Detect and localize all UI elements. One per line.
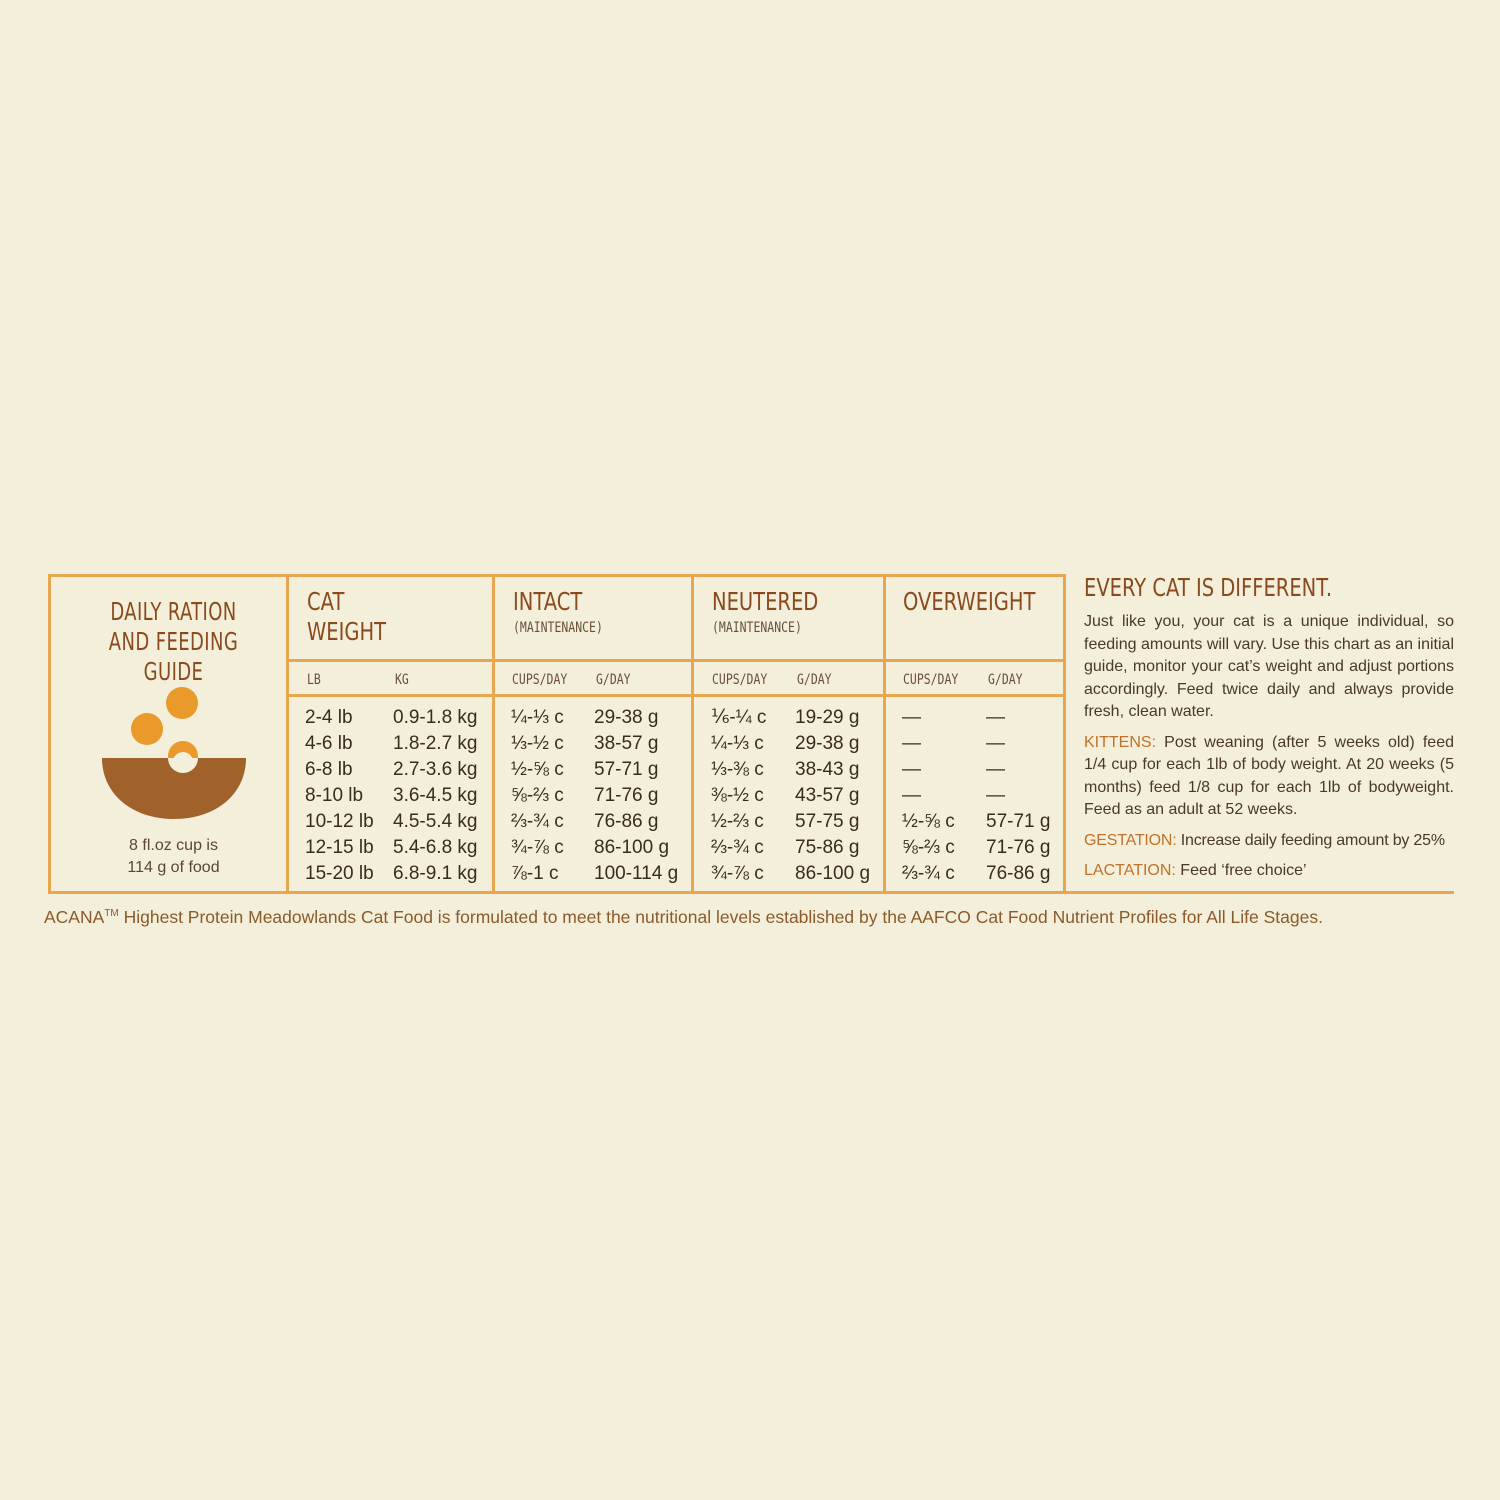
- table-cell: —: [902, 759, 921, 780]
- guide-title-line: AND FEEDING GUIDE: [108, 627, 239, 686]
- trademark-mark: TM: [104, 908, 119, 919]
- table-row: [51, 809, 1063, 835]
- table-cell: ⅙-¼ c: [711, 707, 767, 728]
- table-cell: ⅜-½ c: [711, 785, 764, 806]
- aafco-statement: [44, 902, 1464, 929]
- column-label-kg: KG: [395, 672, 409, 688]
- table-cell: 76-86 g: [986, 863, 1051, 884]
- table-cell: ½-⅝ c: [511, 759, 564, 780]
- guide-title: [61, 597, 286, 687]
- column-label-overweight-cups: CUPS/DAY: [903, 672, 959, 688]
- table-cell: —: [986, 759, 1005, 780]
- table-cell: —: [902, 707, 921, 728]
- table-cell: ¼-⅓ c: [511, 707, 564, 728]
- gestation-text: Increase daily feeding amount by 25%: [1176, 831, 1445, 849]
- table-cell: —: [986, 733, 1005, 754]
- table-cell: 8-10 lb: [305, 785, 364, 806]
- table-row: [51, 757, 1063, 783]
- table-cell: 71-76 g: [594, 785, 659, 806]
- table-cell: 1.8-2.7 kg: [393, 733, 478, 754]
- column-label-intact-cups: CUPS/DAY: [512, 672, 568, 688]
- notes-kittens: [1084, 732, 1454, 822]
- notes-lactation: [1084, 860, 1454, 883]
- table-cell: 6.8-9.1 kg: [393, 863, 478, 884]
- section-heading-line: WEIGHT: [307, 617, 387, 646]
- table-cell: —: [986, 707, 1005, 728]
- table-cell: 86-100 g: [594, 837, 670, 858]
- divider: [289, 694, 1063, 697]
- table-cell: 4.5-5.4 kg: [393, 811, 478, 832]
- section-heading-overweight: OVERWEIGHT: [903, 587, 1036, 616]
- table-cell: 76-86 g: [594, 811, 659, 832]
- table-cell: ¾-⅞ c: [711, 863, 764, 884]
- table-cell: 4-6 lb: [305, 733, 353, 754]
- table-cell: ⅔-¾ c: [902, 863, 955, 884]
- table-cell: 19-29 g: [795, 707, 860, 728]
- table-cell: 0.9-1.8 kg: [393, 707, 478, 728]
- table-row: [51, 861, 1063, 887]
- table-cell: 2-4 lb: [305, 707, 353, 728]
- table-cell: ½-⅝ c: [902, 811, 955, 832]
- divider: [1066, 891, 1454, 894]
- table-cell: ⅝-⅔ c: [511, 785, 564, 806]
- table-cell: 38-57 g: [594, 733, 659, 754]
- table-cell: 6-8 lb: [305, 759, 353, 780]
- column-label-overweight-grams: G/DAY: [988, 672, 1023, 688]
- guide-title-line: DAILY RATION: [110, 597, 237, 626]
- lactation-label: LACTATION:: [1084, 862, 1176, 879]
- section-heading-cat-weight: [307, 587, 386, 647]
- divider: [289, 659, 1063, 662]
- notes-title: EVERY CAT IS DIFFERENT.: [1084, 573, 1333, 602]
- feeding-notes: [1084, 573, 1454, 883]
- feeding-guide-table: [48, 574, 1066, 894]
- table-cell: ¼-⅓ c: [711, 733, 764, 754]
- brand-name: ACANA: [44, 907, 105, 927]
- table-cell: 3.6-4.5 kg: [393, 785, 478, 806]
- kittens-text: Post weaning (after 5 weeks old) feed 1/4 cup for each 1lb of body weight. At 20 weeks (5 months) feed 1/8 cup for each 1lb of bodyweight. Feed as an adult at 52 weeks.: [1084, 733, 1454, 818]
- table-cell: 2.7-3.6 kg: [393, 759, 478, 780]
- section-heading-neutered: NEUTERED: [712, 587, 819, 616]
- table-cell: ⅞-1 c: [511, 863, 559, 884]
- cup-note-line: 8 fl.oz cup is: [129, 837, 218, 854]
- table-cell: ¾-⅞ c: [511, 837, 564, 858]
- table-cell: ⅔-¾ c: [511, 811, 564, 832]
- notes-gestation: [1084, 830, 1454, 853]
- notes-intro: Just like you, your cat is a unique individual, so feeding amounts will vary. Use this chart as an initial guide, monitor your cat’s weight and adjust portions accordingly. Feed twice daily and always provide fresh, clean water.: [1084, 613, 1454, 720]
- table-cell: —: [902, 733, 921, 754]
- table-cell: 100-114 g: [594, 863, 679, 884]
- aafco-statement-text: Highest Protein Meadowlands Cat Food is formulated to meet the nutritional levels established by the AAFCO Cat Food Nutrient Profiles for All Life Stages.: [118, 907, 1323, 927]
- table-cell: 12-15 lb: [305, 837, 374, 858]
- table-cell: ⅓-½ c: [511, 733, 564, 754]
- section-heading-line: CAT: [307, 587, 345, 616]
- table-row: [51, 835, 1063, 861]
- column-label-lb: LB: [307, 672, 321, 688]
- section-subheading-intact: (MAINTENANCE): [513, 620, 603, 636]
- gestation-label: GESTATION:: [1084, 831, 1177, 849]
- lactation-text: Feed ‘free choice’: [1175, 862, 1307, 879]
- cup-note-line: 114 g of food: [127, 859, 220, 876]
- table-cell: 57-71 g: [986, 811, 1051, 832]
- section-subheading-neutered: (MAINTENANCE): [712, 620, 802, 636]
- table-cell: 43-57 g: [795, 785, 860, 806]
- table-cell: ½-⅔ c: [711, 811, 764, 832]
- table-cell: ⅓-⅜ c: [711, 759, 764, 780]
- table-cell: 5.4-6.8 kg: [393, 837, 478, 858]
- table-cell: 57-75 g: [795, 811, 860, 832]
- column-label-intact-grams: G/DAY: [596, 672, 631, 688]
- table-cell: 57-71 g: [594, 759, 659, 780]
- section-heading-intact: INTACT: [513, 587, 583, 616]
- table-cell: 86-100 g: [795, 863, 871, 884]
- table-cell: 38-43 g: [795, 759, 860, 780]
- column-label-neutered-cups: CUPS/DAY: [712, 672, 768, 688]
- table-cell: 71-76 g: [986, 837, 1051, 858]
- table-cell: —: [986, 785, 1005, 806]
- table-cell: 15-20 lb: [305, 863, 374, 884]
- table-cell: ⅔-¾ c: [711, 837, 764, 858]
- table-cell: 29-38 g: [795, 733, 860, 754]
- kittens-label: KITTENS:: [1084, 733, 1157, 751]
- table-cell: 75-86 g: [795, 837, 860, 858]
- table-cell: 29-38 g: [594, 707, 659, 728]
- table-row: [51, 731, 1063, 757]
- table-cell: —: [902, 785, 921, 806]
- table-row: [51, 783, 1063, 809]
- table-cell: ⅝-⅔ c: [902, 837, 955, 858]
- table-row: [51, 705, 1063, 731]
- column-label-neutered-grams: G/DAY: [797, 672, 832, 688]
- table-cell: 10-12 lb: [305, 811, 374, 832]
